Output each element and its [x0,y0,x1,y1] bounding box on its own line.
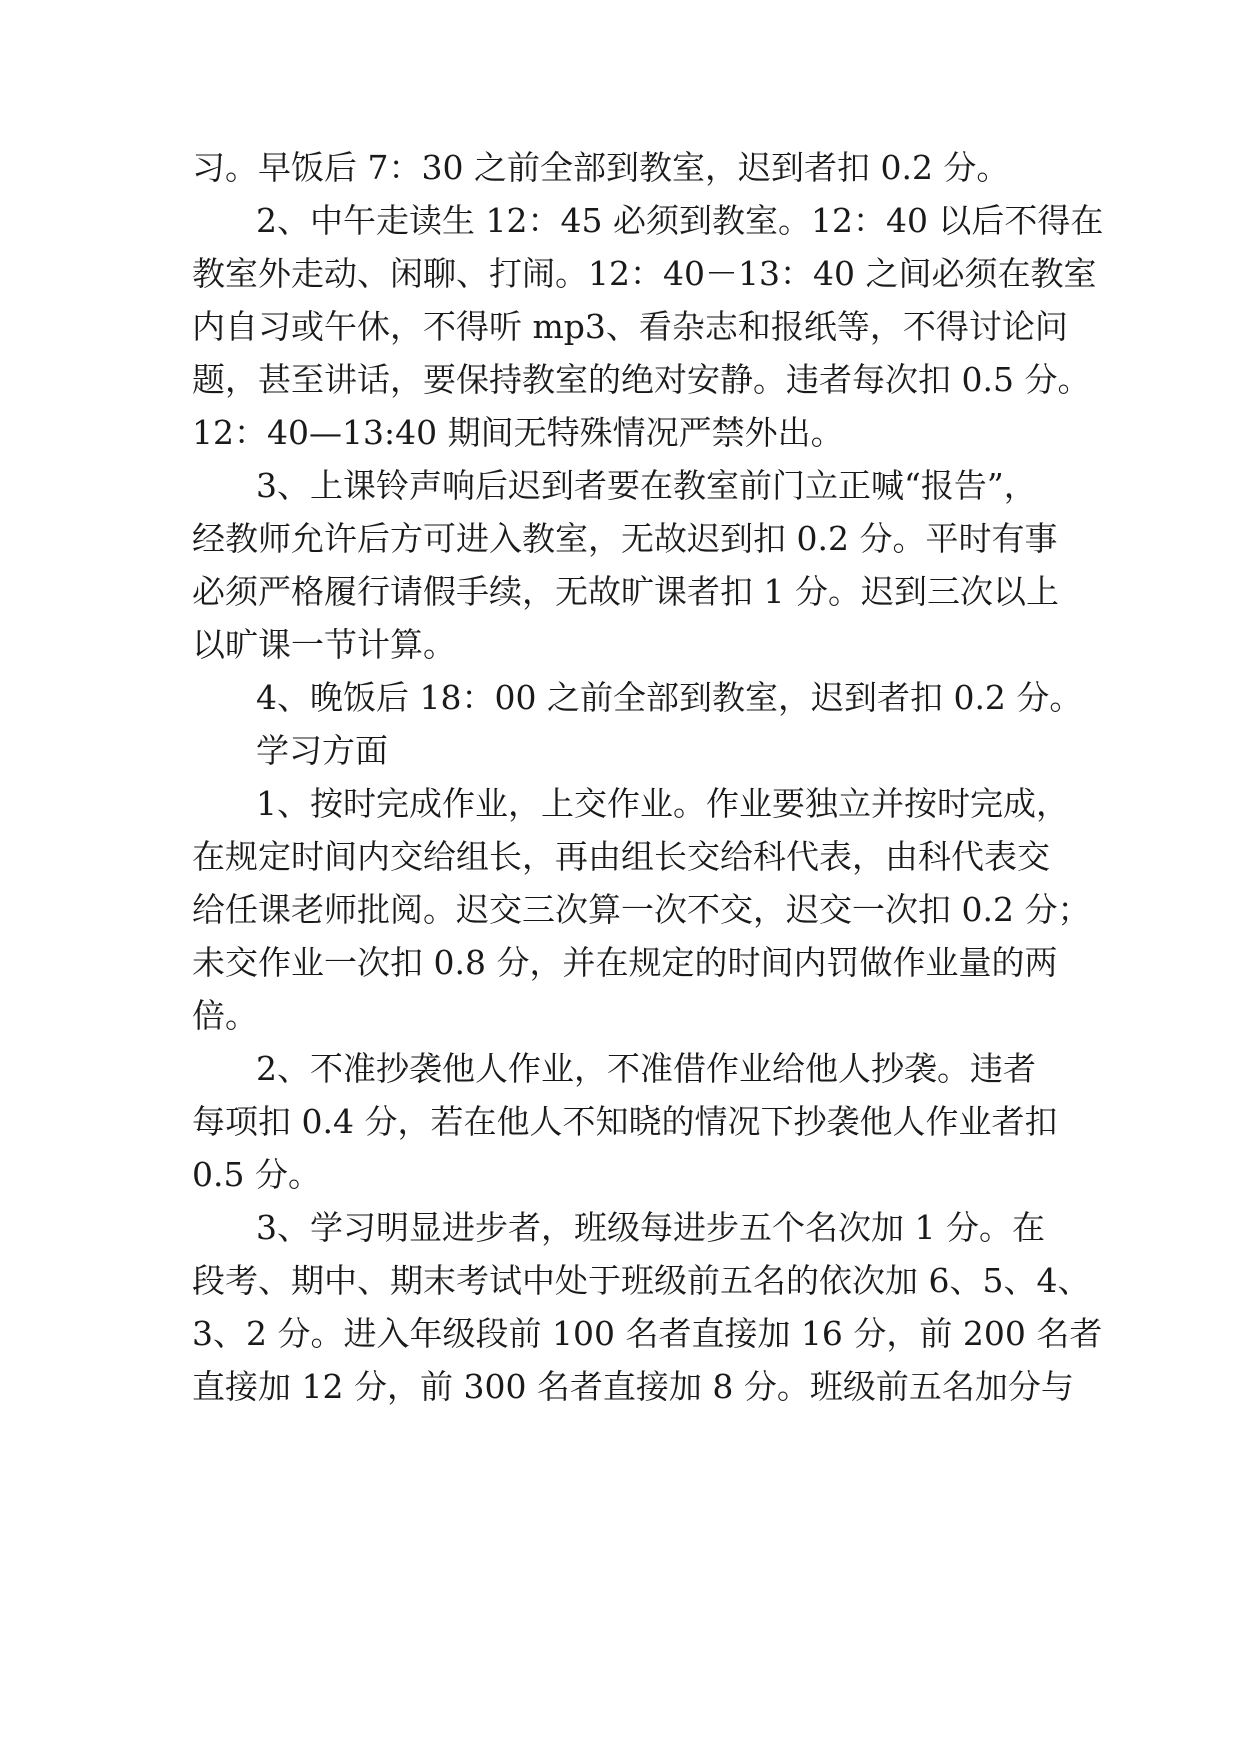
text-line: 题，甚至讲话，要保持教室的绝对安静。违者每次扣 0.5 分。 [192,360,1091,399]
text-line: 给任课老师批阅。迟交三次算一次不交，迟交一次扣 0.2 分； [192,890,1091,929]
text-line: 每项扣 0.4 分，若在他人不知晓的情况下抄袭他人作业者扣 [192,1102,1058,1141]
text-line: 0.5 分。 [192,1155,321,1194]
text-line: 4、晚饭后 18：00 之前全部到教室，迟到者扣 0.2 分。 [256,678,1083,717]
text-line: 1、按时完成作业，上交作业。作业要独立并按时完成， [256,784,1069,823]
text-line: 2、不准抄袭他人作业，不准借作业给他人抄袭。违者 [256,1049,1036,1088]
text-line: 在规定时间内交给组长，再由组长交给科代表，由科代表交 [192,837,1050,876]
text-line: 以旷课一节计算。 [192,625,456,664]
text-line: 2、中午走读生 12：45 必须到教室。12：40 以后不得在 [256,201,1104,240]
section-heading: 学习方面 [256,731,388,770]
text-line: 直接加 12 分，前 300 名者直接加 8 分。班级前五名加分与 [192,1367,1074,1406]
text-line: 习。早饭后 7：30 之前全部到教室，迟到者扣 0.2 分。 [192,148,1010,187]
text-line: 3、学习明显进步者，班级每进步五个名次加 1 分。在 [256,1208,1045,1247]
text-line: 教室外走动、闲聊、打闹。12：40－13：40 之间必须在教室 [192,254,1097,293]
text-line: 3、上课铃声响后迟到者要在教室前门立正喊“报告”， [256,466,1037,505]
text-line: 必须严格履行请假手续，无故旷课者扣 1 分。迟到三次以上 [192,572,1059,611]
text-line: 12：40—13:40 期间无特殊情况严禁外出。 [192,413,844,452]
text-line: 段考、期中、期末考试中处于班级前五名的依次加 6、5、4、 [192,1261,1091,1300]
text-line: 内自习或午休，不得听 mp3、看杂志和报纸等，不得讨论问 [192,307,1068,346]
text-line: 3、2 分。进入年级段前 100 名者直接加 16 分，前 200 名者 [192,1314,1103,1353]
text-line: 倍。 [192,996,258,1035]
text-line: 未交作业一次扣 0.8 分，并在规定的时间内罚做作业量的两 [192,943,1058,982]
text-line: 经教师允许后方可进入教室，无故迟到扣 0.2 分。平时有事 [192,519,1058,558]
